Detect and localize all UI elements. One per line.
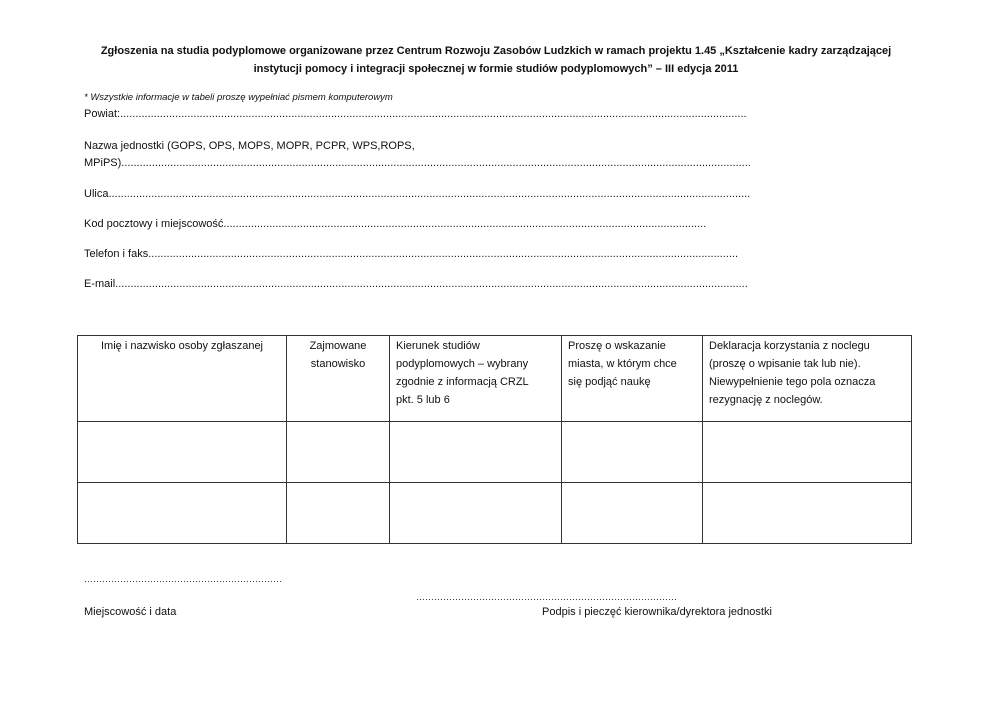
header-accommodation: Deklaracja korzystania z noclegu (proszę o wpisanie tak lub nie). Niewypełnienie tego pola oznacza rezygnację z noclegów. [703, 336, 912, 422]
table-cell[interactable] [390, 483, 562, 544]
table-cell[interactable] [287, 422, 390, 483]
table-header-row [78, 336, 912, 422]
field-powiat[interactable]: Powiat:............................................................................................................................................................................................................. [84, 108, 747, 120]
field-nazwa-jednostki-label: Nazwa jednostki (GOPS, OPS, MOPS, MOPR, PCPR, WPS,ROPS, [84, 140, 415, 152]
field-telefon-faks[interactable]: Telefon i faks................................................................................................................................................................................................. [84, 248, 739, 260]
place-date-label: Miejscowość i data [84, 606, 177, 618]
field-ulica[interactable]: Ulica.................................................................................................................................................................................................................. [84, 188, 751, 200]
table-cell[interactable] [78, 422, 287, 483]
table-cell[interactable] [562, 483, 703, 544]
field-kod-pocztowy[interactable]: Kod pocztowy i miejscowość.............................................................................................................................................................. [84, 218, 707, 230]
table-cell[interactable] [390, 422, 562, 483]
field-nazwa-jednostki[interactable]: MPiPS).............................................................................................................................................................................................................. [84, 157, 751, 169]
table-cell[interactable] [562, 422, 703, 483]
header-position: Zajmowane stanowisko [287, 336, 390, 422]
header-study-direction: Kierunek studiów podyplomowych – wybrany zgodnie z informacją CRZL pkt. 5 lub 6 [390, 336, 562, 422]
title-line-1: Zgłoszenia na studia podyplomowe organizowane przez Centrum Rozwoju Zasobów Ludzkich w ramach projektu 1.45 „Kształcenie kadry zarządzającej [100, 45, 892, 57]
instruction-note: * Wszystkie informacje w tabeli proszę wypełniać pismem komputerowym [84, 92, 393, 103]
table-cell[interactable] [703, 422, 912, 483]
title-line-2: instytucji pomocy i integracji społecznej w formie studiów podyplomowych” – III edycja 2011 [253, 63, 739, 75]
applicant-table [77, 335, 912, 544]
place-date-line[interactable]: ………………………………………………………… [84, 574, 282, 584]
table-row [78, 422, 912, 483]
field-email[interactable]: E-mail............................................................................................................................................................................................................... [84, 278, 748, 290]
table-cell[interactable] [78, 483, 287, 544]
table-cell[interactable] [287, 483, 390, 544]
document-title [70, 42, 922, 78]
signature-line[interactable]: …………………………………………………………………………… [416, 592, 677, 602]
table-cell[interactable] [703, 483, 912, 544]
header-name: Imię i nazwisko osoby zgłaszanej [78, 336, 287, 422]
table-row [78, 483, 912, 544]
signature-label: Podpis i pieczęć kierownika/dyrektora jednostki [542, 606, 772, 618]
header-city: Proszę o wskazanie miasta, w którym chce się podjąć naukę [562, 336, 703, 422]
